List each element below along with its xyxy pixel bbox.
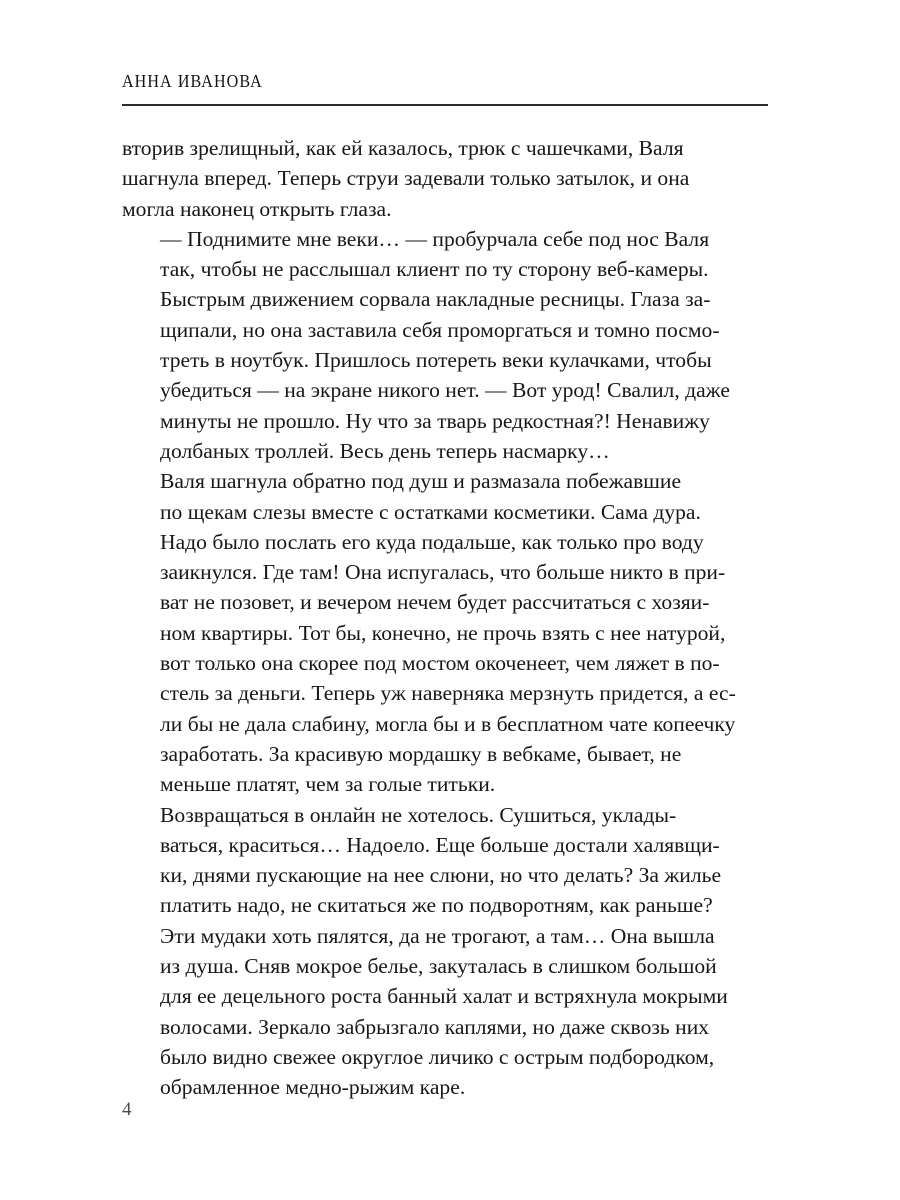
text-line: из душа. Сняв мокрое белье, закуталась в слишком большой	[160, 954, 717, 979]
text-line: ки, днями пускающие на нее слюни, но что делать? За жилье	[160, 863, 722, 888]
text-line: стель за деньги. Теперь уж наверняка мерзнуть придется, а ес-	[160, 681, 736, 706]
text-line: заикнулся. Где там! Она испугалась, что больше никто в при-	[160, 560, 726, 585]
text-line: по щекам слезы вместе с остатками косметики. Сама дура.	[160, 499, 701, 524]
text-line: убедиться — на экране никого нет. — Вот урод! Свалил, даже	[160, 378, 730, 403]
paragraph	[122, 133, 769, 224]
paragraph	[122, 224, 769, 466]
text-line: было видно свежее округлое личико с острым подбородком,	[160, 1044, 715, 1069]
paragraph	[122, 800, 769, 1103]
text-line: меньше платят, чем за голые титьки.	[160, 772, 496, 797]
text-line: Возвращаться в онлайн не хотелось. Сушиться, уклады-	[160, 802, 677, 827]
text-line: вторив зрелищный, как ей казалось, трюк с чашечками, Валя	[122, 136, 684, 160]
text-line: заработать. За красивую мордашку в вебкаме, бывает, не	[160, 741, 682, 766]
text-line: долбаных троллей. Весь день теперь насмарку…	[160, 438, 610, 463]
running-head-author: АННА ИВАНОВА	[122, 71, 263, 91]
text-line: Валя шагнула обратно под душ и размазала побежавшие	[160, 469, 682, 494]
text-line: минуты не прошло. Ну что за тварь редкостная?! Ненавижу	[160, 408, 710, 433]
text-line: шагнула вперед. Теперь струи задевали только затылок, и она	[122, 166, 690, 191]
text-line: вот только она скорее под мостом окоченеет, чем ляжет в по-	[160, 651, 720, 676]
header-divider-rule	[122, 104, 768, 106]
text-line: могла наконец открыть глаза.	[122, 196, 392, 221]
paragraph	[122, 466, 769, 799]
text-line: — Поднимите мне веки… — пробурчала себе под нос Валя	[160, 226, 710, 251]
body-text-block	[122, 133, 769, 1103]
text-line: Надо было послать его куда подальше, как только про воду	[160, 529, 704, 554]
text-line: ли бы не дала слабину, могла бы и в бесплатном чате копеечку	[160, 711, 736, 736]
text-line: ват не позовет, и вечером нечем будет рассчитаться с хозяи-	[160, 590, 710, 615]
page-number: 4	[122, 1099, 132, 1120]
text-line: треть в ноутбук. Пришлось потереть веки кулачками, чтобы	[160, 348, 712, 373]
running-head	[122, 70, 768, 92]
text-line: ваться, краситься… Надоело. Еще больше достали халявщи-	[160, 832, 720, 857]
text-line: Эти мудаки хоть пялятся, да не трогают, а там… Она вышла	[160, 923, 715, 948]
text-line: волосами. Зеркало забрызгало каплями, но даже сквозь них	[160, 1014, 710, 1039]
text-line: Быстрым движением сорвала накладные ресницы. Глаза за-	[160, 287, 711, 312]
text-line: платить надо, не скитаться же по подворотням, как раньше?	[160, 893, 713, 918]
text-line: обрамленное медно-рыжим каре.	[160, 1075, 466, 1100]
text-line: так, чтобы не расслышал клиент по ту сторону веб-камеры.	[160, 257, 709, 282]
text-line: щипали, но она заставила себя проморгаться и томно посмо-	[160, 317, 720, 342]
text-line: для ее децельного роста банный халат и встряхнула мокрыми	[160, 984, 728, 1009]
text-line: ном квартиры. Тот бы, конечно, не прочь взять с нее натурой,	[160, 620, 726, 645]
